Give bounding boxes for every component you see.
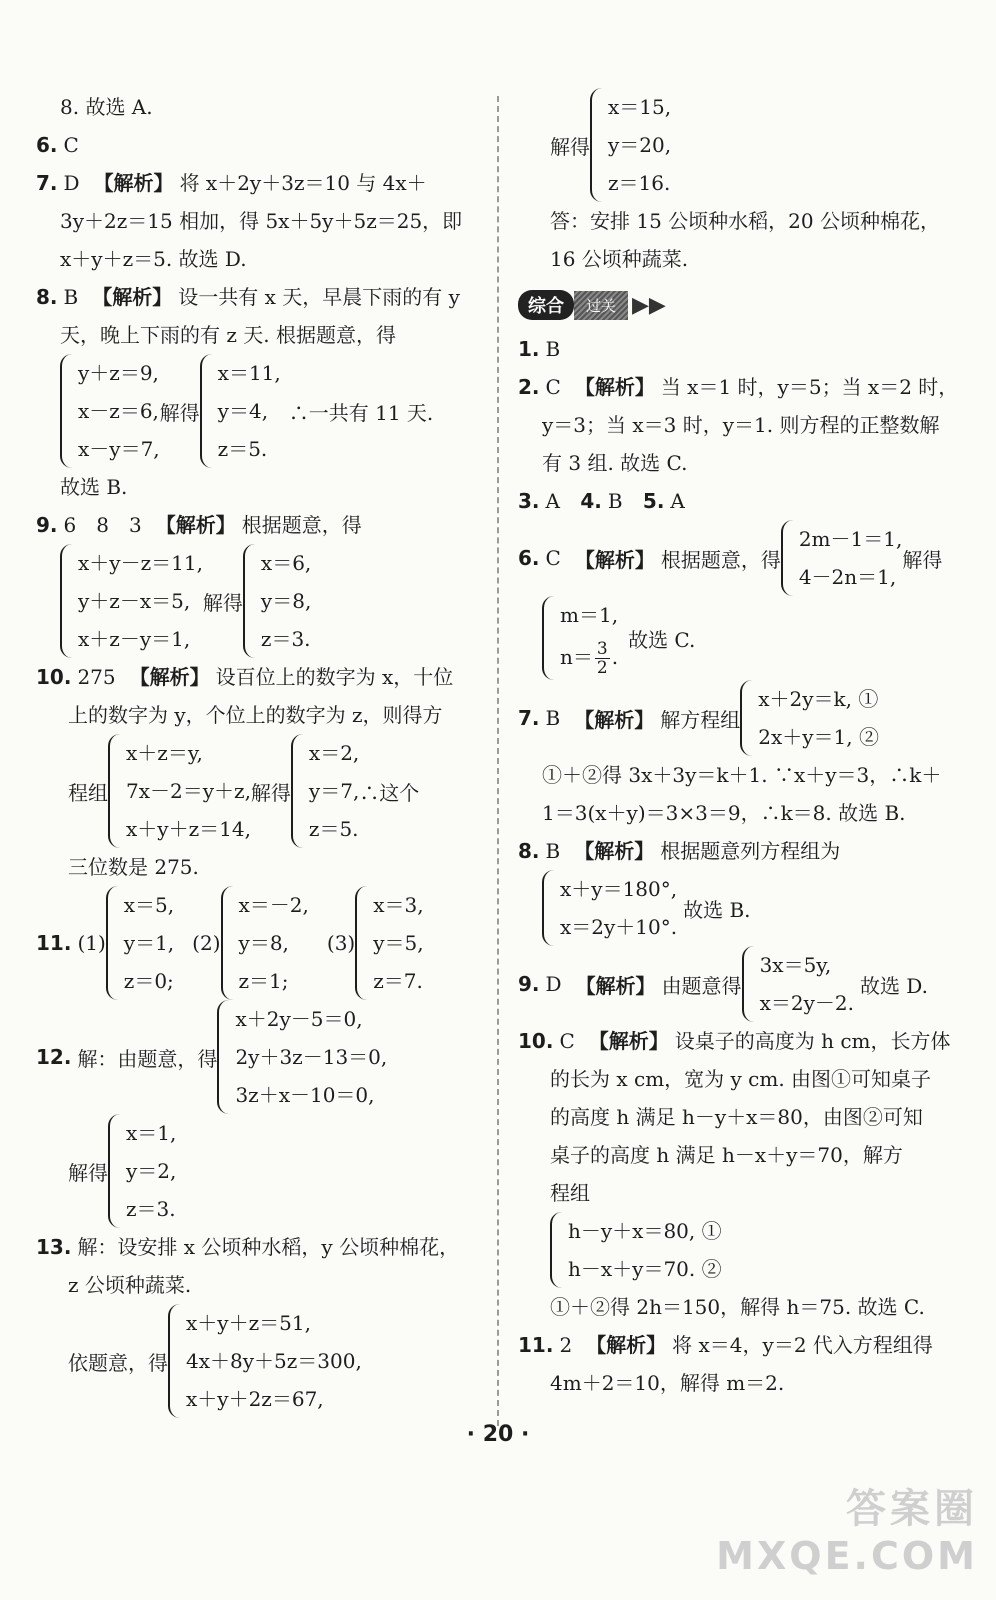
r5-num: 5. — [642, 489, 665, 513]
q6-answer — [36, 126, 476, 164]
r1-num: 1. — [518, 337, 540, 361]
equation: 3z＋x－10＝0, — [235, 1083, 375, 1107]
r10-line1 — [518, 1022, 958, 1060]
q9-line1 — [36, 506, 476, 544]
q7-line2: 3y＋2z＝15 相加，得 5x＋5y＋5z＝25，即 — [60, 209, 463, 233]
q8-tag: 【解析】 — [92, 285, 173, 309]
q8-conclusion: ∴一共有 11 天. — [288, 400, 434, 425]
q13-equations — [168, 1304, 362, 1418]
equation: 2m－1＝1, — [798, 527, 903, 551]
equation: y＋z－x＝5, — [78, 589, 191, 613]
equation: x＋2y－5＝0, — [235, 1007, 363, 1031]
q6-choice: C — [63, 133, 79, 157]
r3-choice: A — [545, 489, 560, 513]
r2-choice: C — [545, 375, 561, 399]
left-column — [36, 88, 476, 1418]
q7-tag: 【解析】 — [93, 171, 174, 195]
equation: x＋y＋2z＝67, — [186, 1387, 324, 1411]
solve-label: 解得 — [202, 590, 243, 615]
q7-choice: D — [63, 171, 80, 195]
q13-line1 — [36, 1228, 476, 1266]
fraction-suffix: . — [611, 645, 619, 669]
q9-text1: 根据题意，得 — [241, 513, 362, 537]
solution-value: y＝1, — [123, 931, 175, 955]
r6-solution-row — [518, 596, 958, 680]
r9-end: 故选 D. — [859, 973, 928, 998]
watermark-text-url: MXQE.COM — [716, 1534, 978, 1578]
q10-text1: 设百位上的数字为 x，十位 — [215, 665, 454, 689]
r9-tag: 【解析】 — [575, 973, 656, 998]
equation: x＋z＝y, — [126, 741, 203, 765]
q13-solution-row — [518, 88, 958, 202]
q8-choice: B — [63, 285, 79, 309]
q10-answer: 275 — [77, 665, 116, 689]
r1-answer — [518, 330, 958, 368]
r2-line3: 有 3 组. 故选 C. — [542, 451, 688, 475]
r10-tag: 【解析】 — [588, 1029, 669, 1053]
q10-line2: 上的数字为 y，个位上的数字为 z，则得方 — [68, 703, 443, 727]
r10-line3: 的高度 h 满足 h－y＋x＝80，由图②可知 — [550, 1105, 923, 1129]
solution-value — [560, 634, 618, 680]
q13-line2: z 公顷种蔬菜. — [68, 1273, 192, 1297]
solution-value: y＝8, — [260, 589, 312, 613]
equation: x＝2y＋10°. — [560, 915, 678, 939]
q8-equations — [60, 354, 160, 468]
equation: x＋y＋z＝14, — [126, 817, 251, 841]
q12-solution-row — [36, 1114, 476, 1228]
r11-text1: 将 x＝4，y＝2 代入方程组得 — [672, 1333, 933, 1357]
banner-part2: 过关 — [574, 291, 628, 320]
equation: 2x＋y＝1, ② — [758, 725, 879, 749]
r7-line1 — [518, 680, 958, 756]
solution-value: z＝3. — [126, 1197, 176, 1221]
r2-text1: 当 x＝1 时，y＝5；当 x＝2 时， — [660, 375, 959, 399]
solution-value: m＝1, — [560, 603, 619, 627]
q10-line1 — [36, 658, 476, 696]
q10-conclusion: ∴这个 — [359, 780, 420, 805]
q11-num: 11. — [36, 931, 72, 955]
equation: x＋z－y＝1, — [78, 627, 191, 651]
equation: x－y＝7, — [78, 437, 160, 461]
r6-tag: 【解析】 — [574, 547, 655, 572]
q10-solution — [291, 734, 359, 848]
r9-equations — [742, 946, 854, 1022]
r10-choice: C — [559, 1029, 575, 1053]
r6-num: 6. — [518, 546, 540, 570]
q8-num: 8. — [36, 285, 58, 309]
q7-line3: x＋y＋z＝5. 故选 D. — [60, 247, 247, 271]
q10-system — [36, 734, 476, 848]
r6-text1: 根据题意，得 — [660, 547, 781, 572]
r10-line4: 桌子的高度 h 满足 h－x＋y＝70，解方 — [550, 1143, 903, 1167]
q12-solution — [108, 1114, 176, 1228]
q9-tag: 【解析】 — [155, 513, 236, 537]
r7-tag: 【解析】 — [574, 707, 655, 732]
solution-value: z＝5. — [217, 437, 268, 461]
watermark-text-cn: 答案圈 — [846, 1486, 978, 1532]
solve-label: 解得 — [550, 134, 590, 159]
q10-pre: 程组 — [68, 780, 108, 805]
q11-part2 — [221, 886, 309, 1000]
equation: 4－2n＝1, — [798, 565, 897, 589]
equation: 4x＋8y＋5z＝300, — [186, 1349, 362, 1373]
watermark-logo — [716, 1477, 978, 1578]
r6-solution — [542, 596, 618, 680]
q12-equations — [217, 1000, 387, 1114]
equation: x＋y＝180°, — [560, 877, 678, 901]
q7-line1 — [36, 164, 476, 202]
q9-answers: 6 8 3 — [63, 513, 142, 537]
q9-solution — [243, 544, 311, 658]
solution-value: x＝－2, — [238, 893, 309, 917]
q9-system — [36, 544, 476, 658]
r6-end: 故选 C. — [628, 627, 696, 652]
q8-text1: 设一共有 x 天，早晨下雨的有 y — [178, 285, 460, 309]
solve-label: 解得 — [250, 780, 291, 805]
r8-tag: 【解析】 — [574, 839, 655, 863]
r8-choice: B — [545, 839, 561, 863]
q6-num: 6. — [36, 133, 58, 157]
solution-value: x＝6, — [260, 551, 312, 575]
solution-value: x＝1, — [126, 1121, 177, 1145]
r8-equations — [542, 870, 677, 946]
solution-value: x＝5, — [123, 893, 175, 917]
q11-solutions — [36, 886, 476, 1000]
q10-equations — [108, 734, 251, 848]
double-arrow-icon: ▶▶ — [632, 292, 666, 318]
banner-part1: 综合 — [518, 290, 574, 320]
q12-system — [36, 1000, 476, 1114]
solution-value: z＝0; — [123, 969, 174, 993]
q11-part1-label: (1) — [77, 931, 106, 955]
r8-end: 故选 B. — [683, 897, 751, 922]
r9-num: 9. — [518, 972, 540, 996]
q10-num: 10. — [36, 665, 72, 689]
r6-equations — [781, 520, 903, 596]
q12-num: 12. — [36, 1045, 72, 1069]
q11-part2-label: (2) — [192, 931, 221, 955]
q10-end: 三位数是 275. — [68, 855, 199, 879]
r7-num: 7. — [518, 706, 540, 730]
q9-num: 9. — [36, 513, 58, 537]
r11-num: 11. — [518, 1333, 554, 1357]
r10-num: 10. — [518, 1029, 554, 1053]
r11-answer: 2 — [559, 1333, 573, 1357]
r2-line2: y＝3；当 x＝3 时，y＝1. 则方程的正整数解 — [542, 413, 940, 437]
r7-line2: ①＋②得 3x＋3y＝k＋1. ∵x＋y＝3，∴k＋ — [542, 763, 942, 787]
solution-value: z＝5. — [308, 817, 359, 841]
q12-pre: 解：由题意，得 — [77, 1046, 218, 1071]
r8-num: 8. — [518, 839, 540, 863]
q13-num: 13. — [36, 1235, 72, 1259]
solution-value: y＝20, — [608, 133, 672, 157]
fraction — [595, 640, 610, 677]
r4-num: 4. — [580, 489, 602, 513]
r10-equations — [550, 1212, 722, 1288]
r5-choice: A — [670, 489, 685, 513]
solution-value: y＝7, — [308, 779, 360, 803]
q13-pre: 依题意，得 — [68, 1350, 168, 1375]
r10-line2: 的长为 x cm，宽为 y cm. 由图①可知桌子 — [550, 1067, 932, 1091]
r6-choice: C — [545, 546, 561, 570]
r8-line1 — [518, 832, 958, 870]
r10-text1: 设桌子的高度为 h cm，长方体 — [674, 1029, 951, 1053]
r345-answers — [518, 482, 958, 520]
equation: x＋y＋z＝51, — [186, 1311, 311, 1335]
solution-value: x＝2, — [308, 741, 360, 765]
q11-part3-label: (3) — [326, 931, 356, 955]
q13-answer-line1: 答：安排 15 公顷种水稻，20 公顷种棉花， — [550, 209, 940, 233]
page-number: · 20 · — [466, 1422, 530, 1447]
q7-num: 7. — [36, 171, 58, 195]
solution-value: y＝2, — [126, 1159, 177, 1183]
solution-value: z＝3. — [260, 627, 311, 651]
r7-choice: B — [545, 706, 561, 730]
fraction-numerator: 3 — [596, 639, 608, 659]
q8-line2: 天，晚上下雨的有 z 天. 根据题意，得 — [60, 323, 396, 347]
r7-line3: 1＝3(x＋y)＝3×3＝9，∴k＝8. 故选 B. — [542, 801, 906, 825]
r2-num: 2. — [518, 375, 540, 399]
r9-choice: D — [545, 972, 562, 996]
q7-text1: 将 x＋2y＋3z＝10 与 4x＋ — [179, 171, 427, 195]
r8-system — [518, 870, 958, 946]
q8-end: 故选 B. — [60, 475, 128, 499]
fraction-prefix: n＝ — [560, 645, 593, 669]
r11-tag: 【解析】 — [586, 1333, 667, 1357]
equation: h－x＋y＝70. ② — [568, 1257, 722, 1281]
solution-value: z＝7. — [373, 969, 423, 993]
solution-value: x＝11, — [217, 361, 281, 385]
equation: x＋2y＝k, ① — [758, 687, 879, 711]
r6-line1 — [518, 520, 958, 596]
q11-part1 — [106, 886, 174, 1000]
q8-solution — [200, 354, 281, 468]
equation: h－y＋x＝80, ① — [568, 1219, 722, 1243]
q11-part3 — [355, 886, 423, 1000]
r2-tag: 【解析】 — [574, 375, 655, 399]
r2-line1 — [518, 368, 958, 406]
r10-line6: ①＋②得 2h＝150，解得 h＝75. 故选 C. — [550, 1295, 925, 1319]
q13-answer-line2: 16 公顷种蔬菜. — [550, 247, 689, 271]
q8-line1 — [36, 278, 476, 316]
q5-tail: 8. 故选 A. — [60, 95, 153, 119]
equation: x＋y－z＝11, — [78, 551, 203, 575]
equation: 2y＋3z－13＝0, — [235, 1045, 388, 1069]
solution-value: x＝15, — [608, 95, 672, 119]
equation: y＋z＝9, — [78, 361, 159, 385]
right-column — [518, 88, 958, 1402]
fraction-denominator: 2 — [596, 658, 608, 678]
solution-value: y＝5, — [373, 931, 424, 955]
r3-num: 3. — [518, 489, 540, 513]
solution-value: z＝16. — [608, 171, 671, 195]
r4-choice: B — [607, 489, 623, 513]
solution-value: z＝1; — [238, 969, 289, 993]
r8-text1: 根据题意列方程组为 — [660, 839, 841, 863]
equation: 3x＝5y, — [759, 953, 832, 977]
q13-text1: 解：设安排 x 公顷种水稻，y 公顷种棉花， — [77, 1235, 460, 1259]
solution-value: x＝3, — [373, 893, 424, 917]
q13-system — [36, 1304, 476, 1418]
r7-text1: 解方程组 — [660, 707, 741, 732]
r9-text1: 由题意得 — [661, 973, 742, 998]
q8-system — [36, 354, 476, 468]
solution-value: y＝4, — [217, 399, 269, 423]
solve-label: 解得 — [159, 400, 200, 425]
equation: x－z＝6, — [78, 399, 159, 423]
r10-system — [518, 1212, 958, 1288]
equation: 7x－2＝y＋z, — [126, 779, 251, 803]
q13-solution — [590, 88, 671, 202]
column-divider — [497, 96, 499, 1426]
r1-choice: B — [545, 337, 561, 361]
section-banner — [518, 284, 958, 326]
solve-label: 解得 — [902, 547, 943, 572]
r9-line1 — [518, 946, 958, 1022]
equation: x＝2y－2. — [759, 991, 854, 1015]
r10-line5: 程组 — [550, 1181, 590, 1205]
solve-label: 解得 — [68, 1160, 108, 1185]
r11-line2: 4m＋2＝10，解得 m＝2. — [550, 1371, 785, 1395]
r11-line1 — [518, 1326, 958, 1364]
q9-equations — [60, 544, 203, 658]
solution-value: y＝8, — [238, 931, 289, 955]
q10-tag: 【解析】 — [129, 665, 210, 689]
r7-equations — [740, 680, 879, 756]
